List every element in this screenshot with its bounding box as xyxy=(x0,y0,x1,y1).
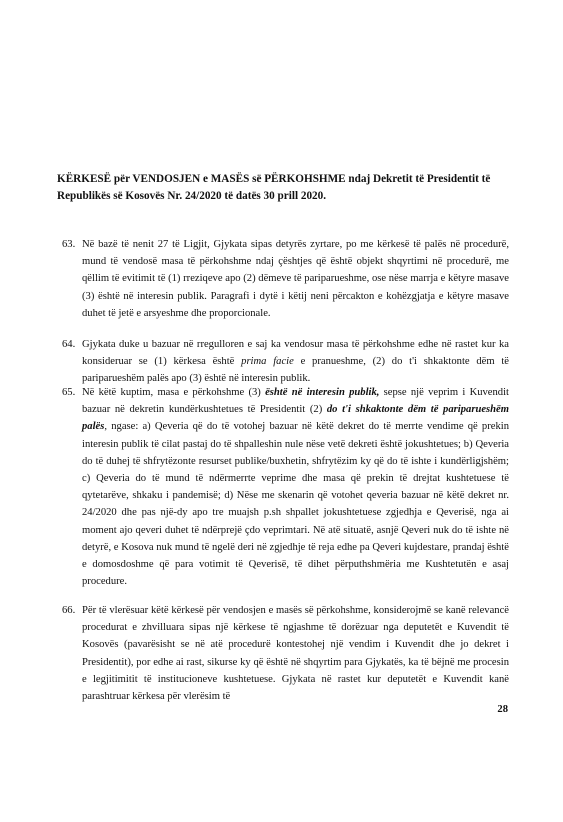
text-run: Në bazë të nenit 27 të Ligjit, Gjykata sipas detyrës zyrtare, po me kërkesë të palës në procedurë, mund të vendosë masa të përkohshme ndaj çështjes që është objekt shqyrtimi në procedurë, me qëllim të evitimit të (1) rreziqeve apo (2) dëmeve të pariparueshme, ose nëse marrja e këtyre masave (3) është në interesin publik. Paragrafi i dytë i këtij neni përcakton e kohëzgjatja e këtyre masave duhet të jetë e arsyeshme dhe proporcionale. xyxy=(82,239,509,319)
paragraph-65 xyxy=(62,384,509,590)
page-number: 28 xyxy=(497,704,508,715)
text-run: e pranueshme, (2) do t'i shkaktonte dëm të pariparueshëm palës apo (3) është në interesin publik. xyxy=(82,356,510,385)
text-run: sepse një veprim i Kuvendit bazuar në dekretin kundërkushtetues të Presidentit (2) xyxy=(82,387,509,416)
paragraph-64 xyxy=(62,336,509,388)
emphasis-text: është në interesin publik, xyxy=(265,387,380,398)
emphasis-text: do t'i shkaktonte dëm të pariparueshëm palës xyxy=(82,404,509,433)
text-run: Gjykata duke u bazuar në rregulloren e saj ka vendosur masa të përkohshme edhe në rastet kur ka konsideruar se (1) kërkesa është xyxy=(82,339,509,368)
paragraph-63 xyxy=(62,236,509,322)
paragraph-number: 63. xyxy=(62,239,76,250)
paragraph-text xyxy=(82,384,509,590)
section-heading: KËRKESË për VENDOSJEN e MASËS së PËRKOHSHME ndaj Dekretit të Presidentit të Republikës së Kosovës Nr. 24/2020 të datës 30 prill 2020. xyxy=(57,173,491,202)
paragraph-number: 64. xyxy=(62,339,76,350)
text-run: , ngase: a) Qeveria që do të votohej bazuar në këtë dekret do të merrte vendime që prekin interesin publik të cilat pastaj do të shpalleshin nule nëse vetë dekreti është jokushtetues; b) Qeveria do të duhej të shfrytëzonte resurset publike/buxhetin, shfrytëzim ky që do të ishte i kundërligjshëm; c) Qeveria do të mund të ndërmerrte veprime dhe masa që prekin të drejtat kushtetuese të qytetarëve, shkaku i pandemisë; d) Nëse me skenarin që votohet qeveria bazuar në këtë dekret nr. 24/2020 dhe pas një-dy apo tre muajsh p.sh shpallet jokushtetuese zgjedhja e Qeverisë, nga ai moment ajo qeveri duhet të ndërprejë çdo veprimtari. Në atë situatë, asnjë Qeveri nuk do të ishte në detyrë, e Kosova nuk mund të ngelë deri në zgjedhje të reja edhe pa Qeveri kujdestare, prandaj është e domosdoshme që para votimit të Qeverisë, të dihet përputhshmëria me Kushtetutën e asaj procedure. xyxy=(82,421,509,588)
emphasis-text: prima facie xyxy=(241,356,294,368)
paragraph-66 xyxy=(62,602,509,705)
paragraph-text xyxy=(82,602,509,705)
paragraph-text xyxy=(82,336,509,388)
paragraph-text xyxy=(82,236,509,322)
paragraph-number: 65. xyxy=(62,387,76,398)
text-run: Në këtë kuptim, masa e përkohshme (3) xyxy=(82,387,266,398)
text-run: Për të vlerësuar këtë kërkesë për vendosjen e masës së përkohshme, konsiderojmë se kanë relevancë procedurat e zhvilluara sipas një kërkese të ngjashme të dorëzuar nga deputetët e Kuvendit të Kosovës (pavarësisht se në atë procedurë kontestohej një vendim i Kuvendit dhe jo dekret i Presidentit), por edhe ai rast, sikurse ky që është në shqyrtim para Gjykatës, ka të bëjnë me procesin e legjitimitit të institucioneve kushtetuese. Gjykata në rastet kur deputetët e Kuvendit kanë parashtruar kërkesa për vlerësim të xyxy=(82,605,509,703)
paragraph-number: 66. xyxy=(62,605,76,616)
